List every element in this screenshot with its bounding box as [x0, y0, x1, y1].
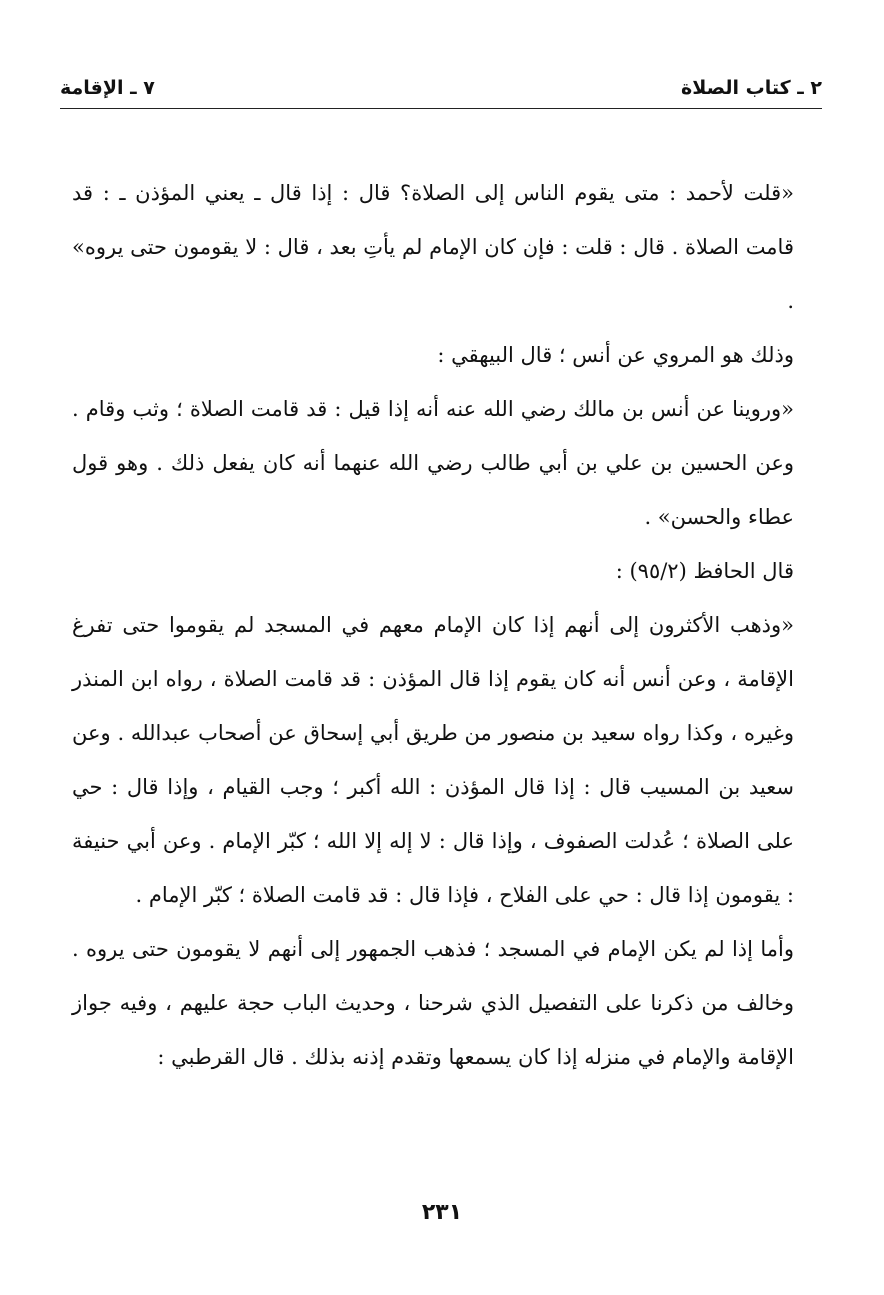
chapter-title: ٢ ـ كتاب الصلاة [681, 77, 822, 99]
quote-paragraph: «وروينا عن أنس بن مالك رضي الله عنه أنه إذا قيل : قد قامت الصلاة ؛ وثب وقام . وعن الحسين بن علي بن أبي طالب رضي الله عنهما أنه كان يفعل ذلك . وهو قول عطاء والحسن» . [72, 397, 794, 529]
quote-paragraph: «وذهب الأكثرون إلى أنهم إذا كان الإمام معهم في المسجد لم يقوموا حتى تفرغ الإقامة ، وعن أنس أنه كان يقوم إذا قال المؤذن : قد قامت الصلاة ، رواه ابن المنذر وغيره ، وكذا رواه سعيد بن منصور من طريق أبي إسحاق عن أصحاب عبدالله . وعن سعيد بن المسيب قال : إذا قال المؤذن : الله أكبر ؛ وجب القيام ، وإذا قال : حي على الصلاة ؛ عُدلت الصفوف ، وإذا قال : لا إله إلا الله ؛ كبّر الإمام . وعن أبي حنيفة : يقومون إذا قال : حي على الفلاح ، فإذا قال : قد قامت الصلاة ؛ كبّر الإمام . [72, 613, 794, 907]
body-paragraph: وذلك هو المروي عن أنس ؛ قال البيهقي : [437, 343, 794, 367]
body-paragraph: وأما إذا لم يكن الإمام في المسجد ؛ فذهب الجمهور إلى أنهم لا يقومون حتى يروه . وخالف من ذكرنا على التفصيل الذي شرحنا ، وحديث الباب حجة عليهم ، وفيه جواز الإقامة والإمام في منزله إذا كان يسمعها وتقدم إذنه بذلك . قال القرطبي : [72, 937, 794, 1069]
page-number: ٢٣١ [421, 1200, 463, 1225]
page-body [72, 166, 822, 1084]
section-title: ٧ ـ الإقامة [60, 77, 155, 99]
header-divider [60, 108, 822, 109]
citation-line: قال الحافظ (٩٥/٢) : [615, 559, 794, 583]
running-header [60, 70, 822, 106]
quote-paragraph: «قلت لأحمد : متى يقوم الناس إلى الصلاة؟ قال : إذا قال ـ يعني المؤذن ـ : قد قامت الصلاة . قال : قلت : فإن كان الإمام لم يأتِ بعد ، قال : لا يقومون حتى يروه» . [72, 181, 794, 313]
